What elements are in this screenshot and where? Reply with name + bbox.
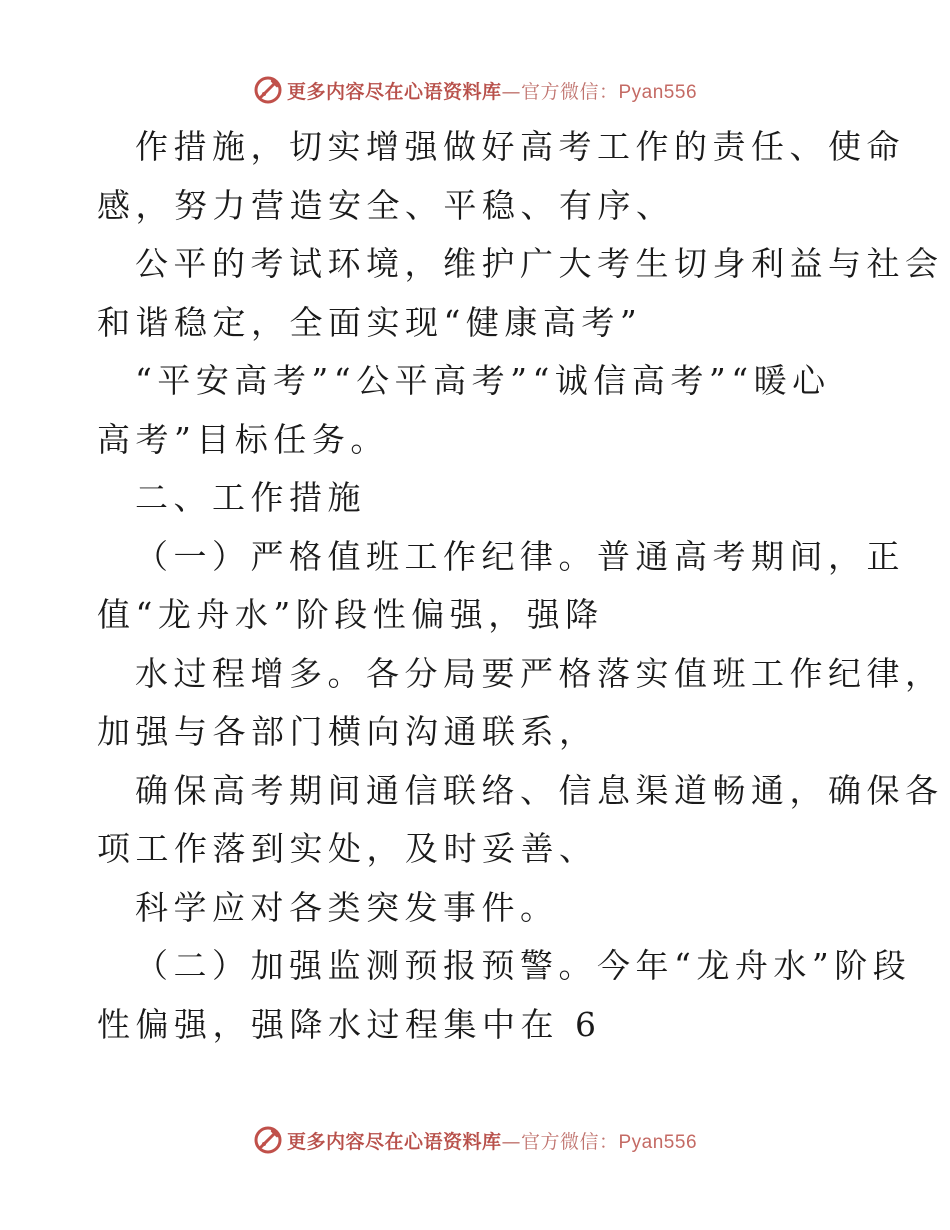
watermark-prefix: 更多内容尽在心语资料库 (286, 1130, 502, 1153)
text-line: 二、工作措施 (135, 478, 366, 517)
watermark-handle: Pyan556 (618, 81, 698, 103)
watermark-handle: Pyan556 (618, 1131, 698, 1153)
text-line: “平安高考”“公平高考”“诚信高考”“暖心 (135, 361, 831, 400)
text-line: （二）加强监测预报预警。今年“龙舟水”阶段 (135, 946, 912, 985)
text-line: 科学应对各类突发事件。 (135, 887, 559, 927)
footer-watermark (0, 1120, 950, 1160)
pen-logo-icon (253, 75, 283, 105)
text-line: 性偏强，强降水过程集中在 6 (97, 1004, 602, 1044)
text-line: 公平的考试环境，维护广大考生切身利益与社会 (135, 244, 944, 283)
watermark-text (287, 77, 697, 104)
watermark-prefix: 更多内容尽在心语资料库 (286, 80, 502, 103)
text-line: 高考”目标任务。 (97, 419, 389, 459)
text-line: 水过程增多。各分局要严格落实值班工作纪律， (135, 653, 944, 693)
text-line: 和谐稳定，全面实现“健康高考” (97, 302, 643, 342)
text-line: 值“龙舟水”阶段性偏强，强降 (97, 595, 604, 634)
watermark-dash: — (501, 1130, 521, 1153)
text-line: 作措施，切实增强做好高考工作的责任、使命 (135, 127, 905, 166)
text-line: （一）严格值班工作纪律。普通高考期间，正 (135, 536, 905, 576)
text-line: 加强与各部门横向沟通联系， (97, 712, 598, 751)
text-line: 感，努力营造安全、平稳、有序、 (97, 185, 675, 225)
pen-logo-icon (253, 1125, 283, 1155)
text-line: 确保高考期间通信联络、信息渠道畅通，确保各 (135, 770, 944, 810)
text-line: 项工作落到实处，及时妥善、 (97, 829, 598, 868)
header-watermark (0, 70, 950, 110)
watermark-label: 官方微信： (520, 80, 619, 103)
document-body (97, 118, 944, 1054)
watermark-dash: — (501, 80, 521, 103)
watermark-label: 官方微信： (520, 1130, 619, 1153)
watermark-text (287, 1127, 697, 1154)
